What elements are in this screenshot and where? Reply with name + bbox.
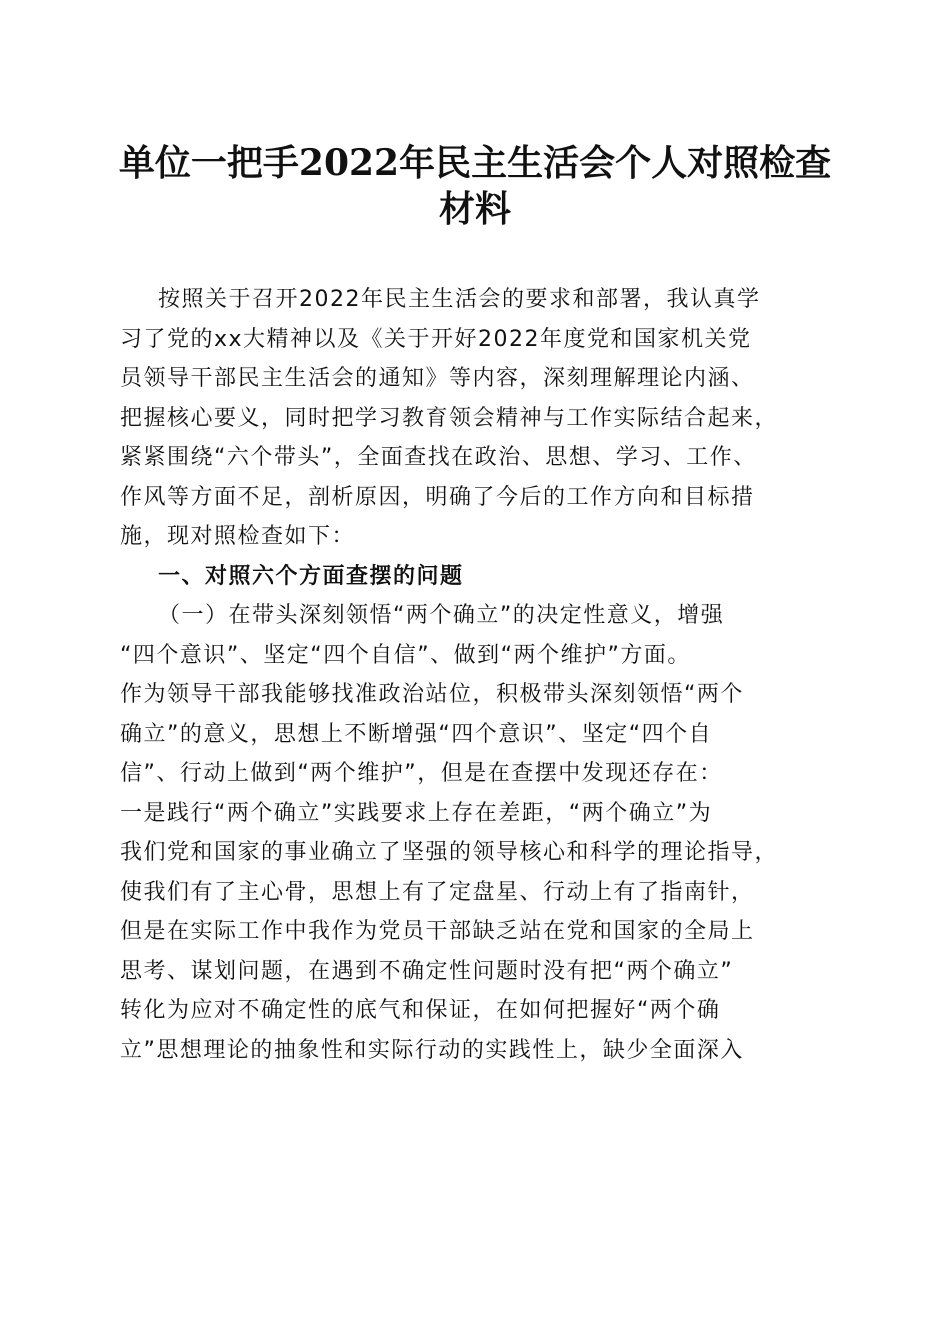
subsection-line: （一）在带头深刻领悟“两个确立”的决定性意义，增强 <box>158 603 725 628</box>
subsection-line: “四个意识”、坚定“四个自信”、做到“两个维护”方面。 <box>120 642 691 668</box>
paragraph-line: 员领导干部民主生活会的通知》等内容，深刻理解理论内涵、 <box>120 366 755 391</box>
paragraph-line: 思考、谋划问题，在遇到不确定性问题时没有把“两个确立” <box>120 958 734 984</box>
paragraph-line: 把握核心要义，同时把学习教育领会精神与工作实际结合起来， <box>120 405 779 431</box>
paragraph-line: 信”、行动上做到“两个维护”，但是在查摆中发现还存在： <box>120 761 723 786</box>
paragraph-line: 确立”的意义，思想上不断增强“四个意识”、坚定“四个自 <box>120 721 713 747</box>
paragraph-line: 按照关于召开2022年民主生活会的要求和部署，我认真学 <box>158 287 761 312</box>
paragraph-line: 立”思想理论的抽象性和实际行动的实践性上，缺少全面深入 <box>120 1037 744 1063</box>
paragraph-line: 习了党的xx大精神以及《关于开好2022年度党和国家机关党 <box>120 326 752 352</box>
paragraph-line: 转化为应对不确定性的底气和保证，在如何把握好“两个确 <box>120 998 721 1023</box>
paragraph-line: 紧紧围绕“六个带头”，全面查找在政治、思想、学习、工作、 <box>120 445 757 470</box>
paragraph-line: 我们党和国家的事业确立了坚强的领导核心和科学的理论指导， <box>120 840 779 865</box>
paragraph-line: 使我们有了主心骨，思想上有了定盘星、行动上有了指南针， <box>120 879 755 905</box>
paragraph-line: 但是在实际工作中我作为党员干部缺乏站在党和国家的全局上 <box>120 919 755 944</box>
document-body <box>120 280 840 1070</box>
title-line-1: 单位一把手2022年民主生活会个人对照检查 <box>118 142 832 184</box>
title-line-2: 材料 <box>438 188 511 230</box>
document-title <box>110 140 840 232</box>
paragraph-line: 作风等方面不足，剖析原因，明确了今后的工作方向和目标措 <box>120 484 755 510</box>
section-heading: 一、对照六个方面查摆的问题 <box>158 563 464 589</box>
paragraph-line: 作为领导干部我能够找准政治站位，积极带头深刻领悟“两个 <box>120 682 744 707</box>
paragraph-line: 一是践行“两个确立”实践要求上存在差距，“两个确立”为 <box>120 800 713 826</box>
paragraph-line: 施，现对照检查如下： <box>120 524 356 549</box>
